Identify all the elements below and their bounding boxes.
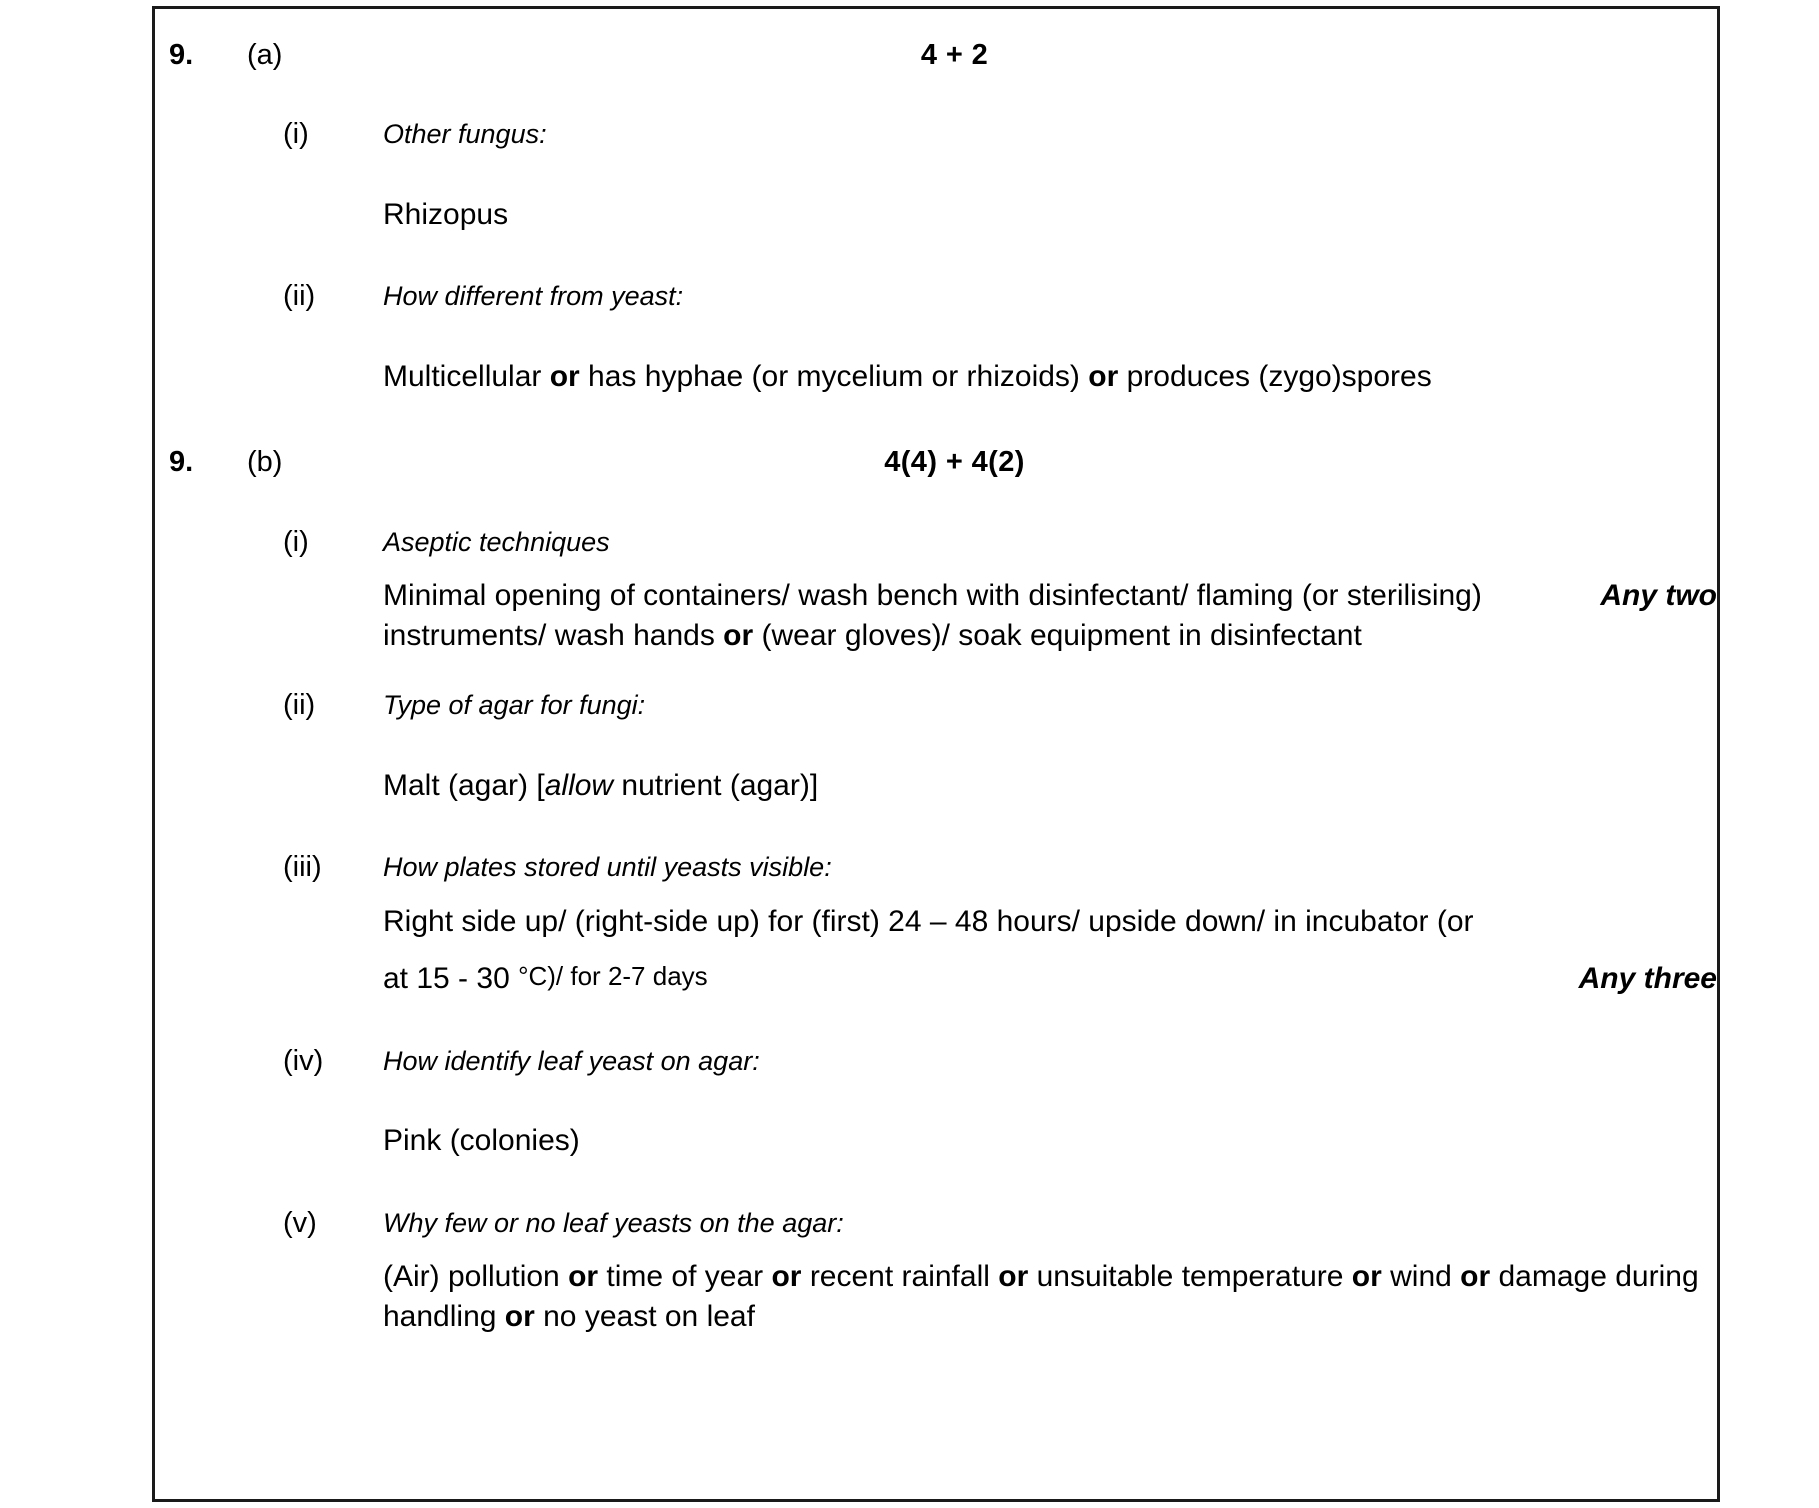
answer-9b-i-text: Minimal opening of containers/ wash bench with disinfectant/ flaming (or sterilising) instruments/ wash hands or (wear gloves)/ soak equipment in disinfectant (383, 579, 1482, 652)
question-number-b: 9. (169, 446, 194, 479)
answer-9a-ii: Multicellular or has hyphae (or mycelium or rhizoids) or produces (zygo)spores (383, 359, 1432, 393)
roman-label-9b-ii: (ii) (283, 689, 316, 722)
degree-celsius-text: °C)/ for 2-7 days (518, 961, 708, 992)
roman-label-9b-iii: (iii) (283, 851, 322, 884)
roman-label-9b-iv: (iv) (283, 1044, 324, 1077)
sub-item-9a-ii (155, 264, 1717, 396)
question-number: 9. (169, 39, 194, 71)
sub-item-9b-ii (155, 673, 1717, 805)
sub-item-9b-iii (155, 835, 1717, 999)
part-label-a: (a) (247, 39, 283, 71)
answer-9b-ii: Malt (agar) [allow nutrient (agar)] (383, 768, 819, 802)
prompt-9b-iii: How plates stored until yeasts visible: (383, 852, 832, 883)
part-label-b: (b) (247, 446, 283, 479)
answer-9b-iv: Pink (colonies) (383, 1124, 580, 1158)
any-key-9b-i: Any two (1600, 579, 1717, 613)
roman-label-9b-i: (i) (283, 525, 309, 558)
answer-9a-i: Rhizopus (383, 197, 509, 231)
roman-label-9b-v: (v) (283, 1206, 317, 1239)
roman-label-9a-i: (i) (283, 118, 309, 151)
marks-allocation-9b: 4(4) + 4(2) (884, 446, 1025, 479)
prompt-9b-iv: How identify leaf yeast on agar: (383, 1045, 760, 1076)
any-key-9b-iii: Any three (1578, 962, 1717, 996)
answer-9b-iii-line2-pre: at 15 - 30 (383, 962, 519, 996)
sub-item-9b-iv (155, 1029, 1717, 1161)
sub-item-9a-i (155, 102, 1717, 234)
answer-9b-v: (Air) pollution or time of year or recent rainfall or unsuitable temperature or wind or damage during handling or no yeast on leaf (383, 1260, 1699, 1333)
prompt-9a-ii: How different from yeast: (383, 281, 684, 312)
prompt-9b-ii: Type of agar for fungi: (383, 690, 646, 721)
prompt-9b-i: Aseptic techniques (383, 526, 610, 557)
answer-9b-i (383, 576, 1717, 655)
question-header-9b (155, 426, 1717, 479)
prompt-9b-v: Why few or no leaf yeasts on the agar: (383, 1207, 844, 1238)
prompt-9a-i: Other fungus: (383, 119, 547, 150)
answer-9b-iii-line2 (383, 959, 1717, 999)
sub-item-9b-v (155, 1191, 1717, 1337)
marks-allocation-9a: 4 + 2 (920, 39, 989, 71)
marking-scheme-table (152, 6, 1720, 1502)
roman-label-9a-ii: (ii) (283, 280, 316, 313)
answer-9b-iii-line1: Right side up/ (right-side up) for (first) 24 – 48 hours/ upside down/ in incubator (or (383, 904, 1474, 938)
question-header-9a (155, 9, 1717, 72)
sub-item-9b-i (155, 510, 1717, 656)
